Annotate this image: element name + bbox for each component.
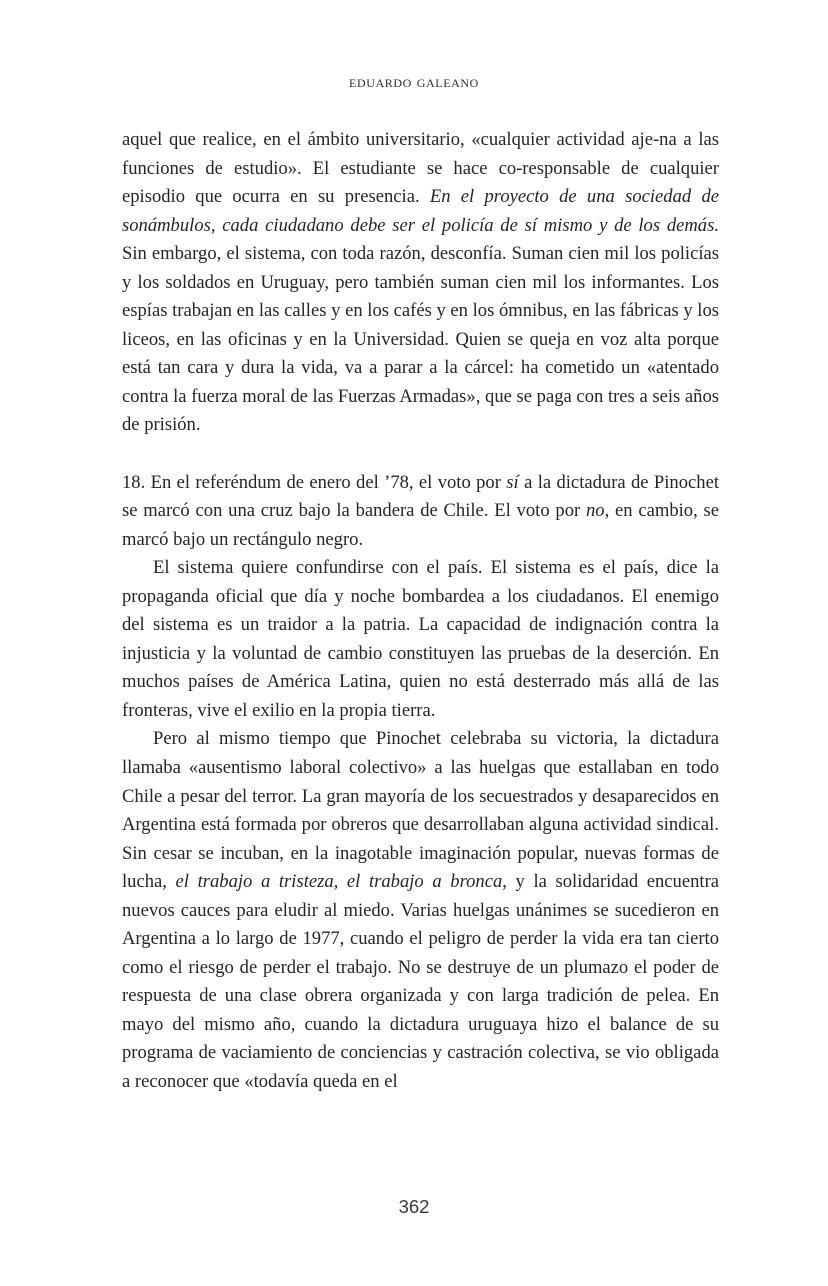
text-run: a la dictadura de Pinochet se marcó con una cruz bajo la bandera de Chile. El voto por [122,471,719,522]
emphasis-run: En el proyecto de una sociedad de sonámbulos, cada ciudadano debe ser el policía de sí mismo y de los demás. [122,186,719,236]
text-column [122,126,719,1097]
emphasis-run: el trabajo a tristeza, el trabajo a bronca [175,871,503,893]
paragraph [122,126,719,440]
page-number: 362 [398,1196,430,1217]
text-run: 18. En el referéndum de enero del ’78, el voto por [122,471,507,493]
text-run: aquel que realice, en el ámbito universitario, «cualquier actividad aje-na a las funciones de estudio». El estudiante se hace co-responsable de cualquier episodio que ocurra en su presencia. [122,129,719,208]
paragraph [122,554,719,725]
emphasis-run: sí [506,471,519,493]
paragraph [122,469,719,555]
text-run: Pero al mismo tiempo que Pinochet celebraba su victoria, la dictadura llamaba «ausentismo laboral colectivo» a las huelgas que estallaban en todo Chile a pesar del terror. La gran mayoría de los secuestrados y desaparecidos en Argentina está formada por obreros que desarrollaban alguna actividad sindical. Sin cesar se incuban, en la inagotable imaginación popular, nuevas formas de lucha, [122,728,719,893]
running-head: eduardo galeano [349,72,479,91]
text-run: , en cambio, se marcó bajo un rectángulo negro. [122,500,719,550]
text-run: El sistema quiere confundirse con el país. El sistema es el país, dice la propaganda oficial que día y noche bombardea a los ciudadanos. El enemigo del sistema es un traidor a la patria. La capacidad de indignación contra la injusticia y la voluntad de cambio constituyen las pruebas de la deserción. En muchos países de América Latina, quien no está desterrado más allá de las fronteras, vive el exilio en la propia tierra. [122,557,719,721]
paragraph [122,725,719,1096]
text-run: Sin embargo, el sistema, con toda razón, desconfía. Suman cien mil los policías y los soldados en Uruguay, pero también suman cien mil los informantes. Los espías trabajan en las calles y en los cafés y en los ómnibus, en las fábricas y los liceos, en las oficinas y en la Universidad. Quien se queja en voz alta porque está tan cara y dura la vida, va a parar a la cárcel: ha cometido un «atentado contra la fuerza moral de las Fuerzas Armadas», que se paga con tres a seis años de prisión. [122,243,719,436]
text-run: , y la solidaridad encuentra nuevos cauces para eludir al miedo. Varias huelgas unánimes se sucedieron en Argentina a lo largo de 1977, cuando el peligro de perder la vida era tan cierto como el riesgo de perder el trabajo. No se destruye de un plumazo el poder de respuesta de una clase obrera organizada y con larga tradición de pelea. En mayo del mismo año, cuando la dictadura uruguaya hizo el balance de su programa de vaciamiento de conciencias y castración colectiva, se vio obligada a reconocer que «todavía queda en el [122,871,720,1092]
emphasis-run: no [585,500,605,522]
